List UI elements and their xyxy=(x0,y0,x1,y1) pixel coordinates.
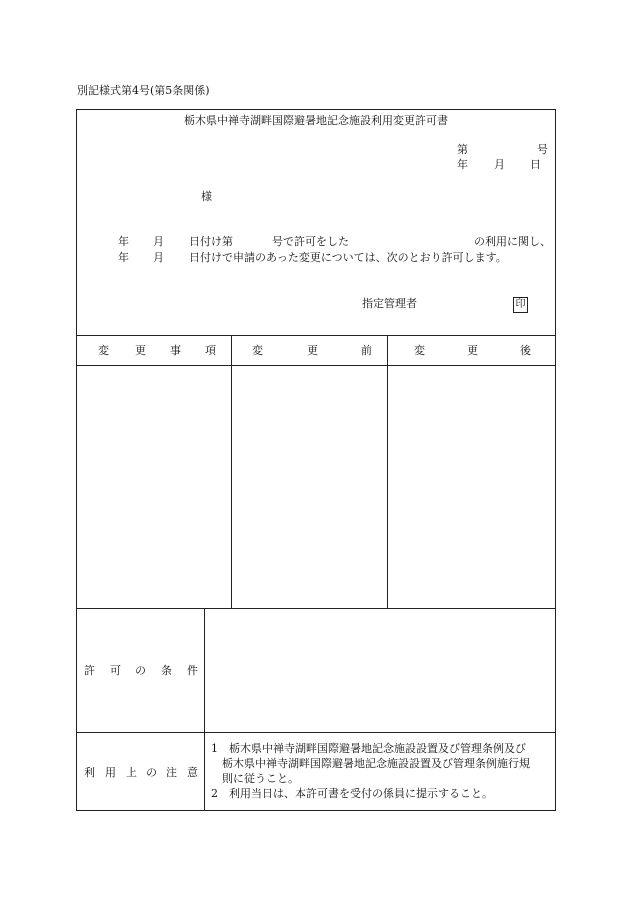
header-item-char-2: 更 xyxy=(135,344,146,357)
notes-label-char-5: 注 xyxy=(166,766,177,779)
body-line1-text-c: の利用に関し、 xyxy=(474,235,551,248)
body-line2-text: 日付けで申請のあった変更については、次のとおり許可します。 xyxy=(189,251,507,264)
notes-label-char-6: 意 xyxy=(187,766,198,779)
conditions-label-char-4: 条 xyxy=(161,664,172,677)
header-item-char-1: 変 xyxy=(98,344,109,357)
change-before-cell xyxy=(232,366,386,607)
notes-label-char-2: 用 xyxy=(105,766,116,779)
body-line1-text-b: 号で許可をした xyxy=(272,235,349,248)
seal-mark: 印 xyxy=(513,297,528,313)
change-after-cell xyxy=(388,366,555,607)
body-line1-text-a: 日付け第 xyxy=(189,235,233,248)
change-item-cell xyxy=(77,366,230,607)
notes-label-char-1: 利 xyxy=(84,766,95,779)
conditions-label-char-2: 可 xyxy=(110,664,121,677)
usage-note-line: 1 栃木県中禅寺湖畔国際避暑地記念施設設置及び管理条例及び xyxy=(211,742,526,755)
header-before-char-3: 前 xyxy=(361,344,372,357)
doc-number-dai: 第 xyxy=(457,143,468,156)
header-item-char-3: 事 xyxy=(170,344,181,357)
doc-number-go: 号 xyxy=(537,143,548,156)
date-day: 日 xyxy=(530,158,541,171)
usage-notes xyxy=(211,741,556,801)
notes-label-char-3: 上 xyxy=(126,766,137,779)
header-before-char-2: 更 xyxy=(307,344,318,357)
conditions-label-char-3: の xyxy=(135,664,146,677)
form-label: 別記様式第4号(第5条関係) xyxy=(77,84,210,97)
divider-header-top xyxy=(76,335,556,336)
body-line2-month: 月 xyxy=(153,251,164,264)
date-month: 月 xyxy=(494,158,505,171)
body-line1-month: 月 xyxy=(153,235,164,248)
conditions-label-char-1: 許 xyxy=(84,664,95,677)
header-before-char-1: 変 xyxy=(252,344,263,357)
body-line2-year: 年 xyxy=(118,251,129,264)
document-title: 栃木県中禅寺湖畔国際避暑地記念施設利用変更許可書 xyxy=(184,114,448,127)
notes-label-char-4: の xyxy=(146,766,157,779)
manager-label: 指定管理者 xyxy=(362,297,417,310)
usage-note-line: 2 利用当日は、本許可書を受付の係員に提示すること。 xyxy=(211,787,493,800)
conditions-label-char-5: 件 xyxy=(187,664,198,677)
conditions-cell xyxy=(205,609,555,731)
header-after-char-2: 更 xyxy=(467,344,478,357)
addressee-suffix: 様 xyxy=(201,190,212,203)
usage-note-line: 則に従うこと。 xyxy=(211,772,299,785)
date-year: 年 xyxy=(457,158,468,171)
header-item-char-4: 項 xyxy=(205,344,216,357)
header-after-char-3: 後 xyxy=(520,344,531,357)
body-line1-year: 年 xyxy=(118,235,129,248)
header-after-char-1: 変 xyxy=(414,344,425,357)
divider-conditions-bottom xyxy=(76,732,556,733)
usage-note-line: 栃木県中禅寺湖畔国際避暑地記念施設設置及び管理条例施行規 xyxy=(211,757,530,770)
